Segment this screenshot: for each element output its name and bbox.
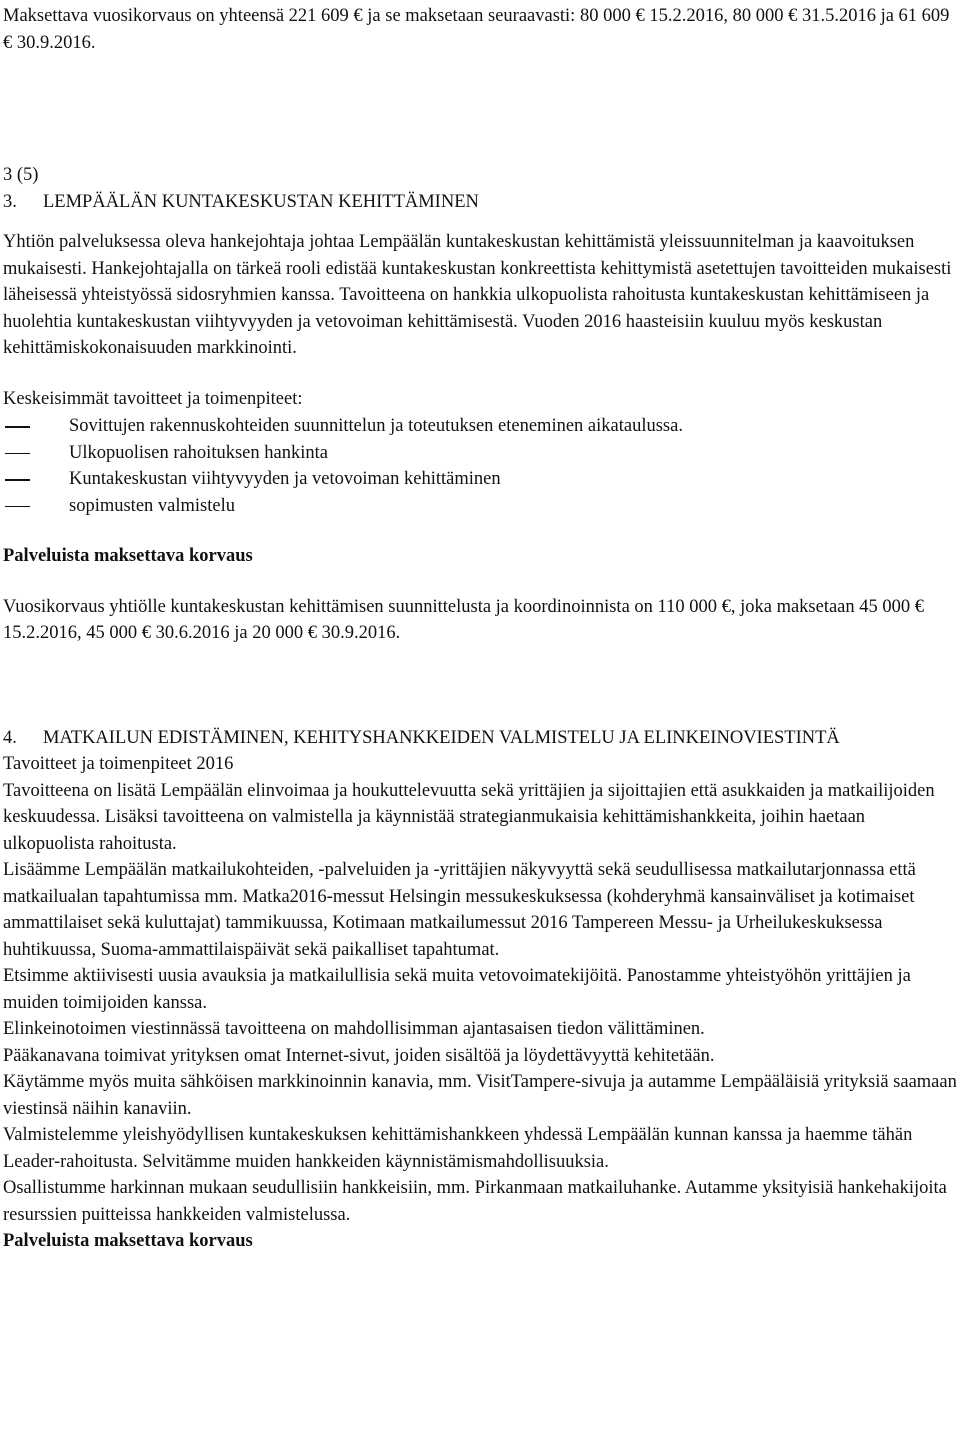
document-page — [3, 0, 958, 1255]
section-4-title: MATKAILUN EDISTÄMINEN, KEHITYSHANKKEIDEN VALMISTELU JA ELINKEINOVIESTINTÄ — [43, 727, 840, 748]
section-4-heading — [3, 725, 958, 752]
page-number: 3 (5) — [3, 165, 39, 185]
section-4-paragraph: Etsimme aktiivisesti uusia avauksia ja matkailullisia sekä muita vetovoimatekijöitä. Panostamme yhteistyöhön yrittäjien ja muiden toimijoiden kanssa. — [3, 966, 911, 1013]
section-4 — [3, 725, 958, 1255]
section-4-paragraph: Valmistelemme yleishyödyllisen kuntakeskuksen kehittämishankkeen yhdessä Lempäälän kunnan kanssa ja haemme tähän Leader-rahoitusta. Selvitämme muiden hankkeiden käynnistämismahdollisuuksia. — [3, 1125, 913, 1172]
section-3 — [3, 189, 958, 647]
section-4-paragraph: Tavoitteena on lisätä Lempäälän elinvoimaa ja houkuttelevuutta sekä yrittäjien ja sijoittajien että asukkaiden ja matkailijoiden keskuudessa. Lisäksi tavoitteena on valmistella ja käynnistää strategianmukaisia kehittämishankkeita, joihin haetaan ulkopuolista rahoitusta. — [3, 780, 935, 854]
section-3-title: LEMPÄÄLÄN KUNTAKESKUSTAN KEHITTÄMINEN — [43, 191, 479, 212]
section-4-subtitle: Tavoitteet ja toimenpiteet 2016 — [3, 754, 234, 774]
section-4-paragraph: Pääkanavana toimivat yrityksen omat Internet-sivut, joiden sisältöä ja löydettävyyttä kehitetään. — [3, 1045, 715, 1066]
section-3-fee-heading: Palveluista maksettava korvaus — [3, 546, 253, 566]
section-3-body: Yhtiön palveluksessa oleva hankejohtaja johtaa Lempäälän kuntakeskustan kehittämistä yleissuunnitelman ja kaavoituksen mukaisesti. Hankejohtajalla on tärkeä rooli edistää kuntakeskustan konkreettista kehittymistä asetettujen tavoitteiden mukaisesti läheisessä yhteistyössä sidosryhmien kanssa. Tavoitteena on hankkia ulkopuolista rahoitusta kuntakeskustan kehittämiseen ja huolehtia kuntakeskustan viihtyvyyden ja vetovoiman kehittämisestä. Vuoden 2016 haasteisiin kuuluu myös keskustan kehittämiskokonaisuuden markkinointi. — [3, 232, 952, 358]
section-3-number: 3. — [3, 191, 17, 212]
list-item — [3, 466, 958, 493]
list-item-text: Ulkopuolisen rahoituksen hankinta — [69, 442, 328, 463]
list-item-text: sopimusten valmistelu — [69, 495, 235, 516]
section-3-fee-text: Vuosikorvaus yhtiölle kuntakeskustan kehittämisen suunnittelusta ja koordinoinnista on 110 000 €, joka maksetaan 45 000 € 15.2.2016, 45 000 € 30.6.2016 ja 20 000 € 30.9.2016. — [3, 596, 925, 643]
dash-bullet-icon — [3, 413, 69, 440]
section-4-number: 4. — [3, 727, 17, 748]
section-4-paragraph: Käytämme myös muita sähköisen markkinoinnin kanavia, mm. VisitTampere-sivuja ja autamme Lempääläisiä yrityksiä saamaan viestinsä näihin kanaviin. — [3, 1072, 957, 1119]
goals-label: Keskeisimmät tavoitteet ja toimenpiteet: — [3, 388, 303, 409]
list-item — [3, 493, 958, 520]
section-4-paragraph: Lisäämme Lempäälän matkailukohteiden, -palveluiden ja -yrittäjien näkyvyyttä sekä seudullisessa matkailutarjonnassa että matkailualan tapahtumissa mm. Matka2016-messut Helsingin messukeskuksessa (kohderyhmä kansainväliset ja kotimaiset ammattilaiset sekä kuluttajat) tammikuussa, Kotimaan matkailumessut 2016 Tampereen Messu- ja Urheilukeskuksessa huhtikuussa, Suoma-ammattilaispäivät sekä paikalliset tapahtumat. — [3, 860, 916, 960]
list-item-text: Sovittujen rakennuskohteiden suunnittelun ja toteutuksen eteneminen aikataulussa. — [69, 416, 683, 436]
section-4-paragraph: Osallistumme harkinnan mukaan seudullisiin hankkeisiin, mm. Pirkanmaan matkailuhanke. Autamme yksityisiä hankehakijoita resurssien puitteissa hankkeiden valmistelussa. — [3, 1178, 947, 1225]
list-item-text: Kuntakeskustan viihtyvyyden ja vetovoiman kehittäminen — [69, 469, 501, 489]
dash-bullet-icon — [3, 466, 69, 493]
intro-paragraph: Maksettava vuosikorvaus on yhteensä 221 609 € ja se maksetaan seuraavasti: 80 000 € 15.2.2016, 80 000 € 31.5.2016 ja 61 609 € 30.9.2016. — [3, 6, 950, 53]
section-3-heading — [3, 189, 958, 216]
section-4-paragraph: Elinkeinotoimen viestinnässä tavoitteena on mahdollisimman ajantasaisen tiedon välittäminen. — [3, 1019, 705, 1039]
dash-bullet-icon — [3, 493, 69, 520]
list-item — [3, 440, 958, 467]
list-item — [3, 413, 958, 440]
goals-list — [3, 413, 958, 519]
dash-bullet-icon — [3, 440, 69, 467]
section-4-fee-heading: Palveluista maksettava korvaus — [3, 1231, 253, 1251]
